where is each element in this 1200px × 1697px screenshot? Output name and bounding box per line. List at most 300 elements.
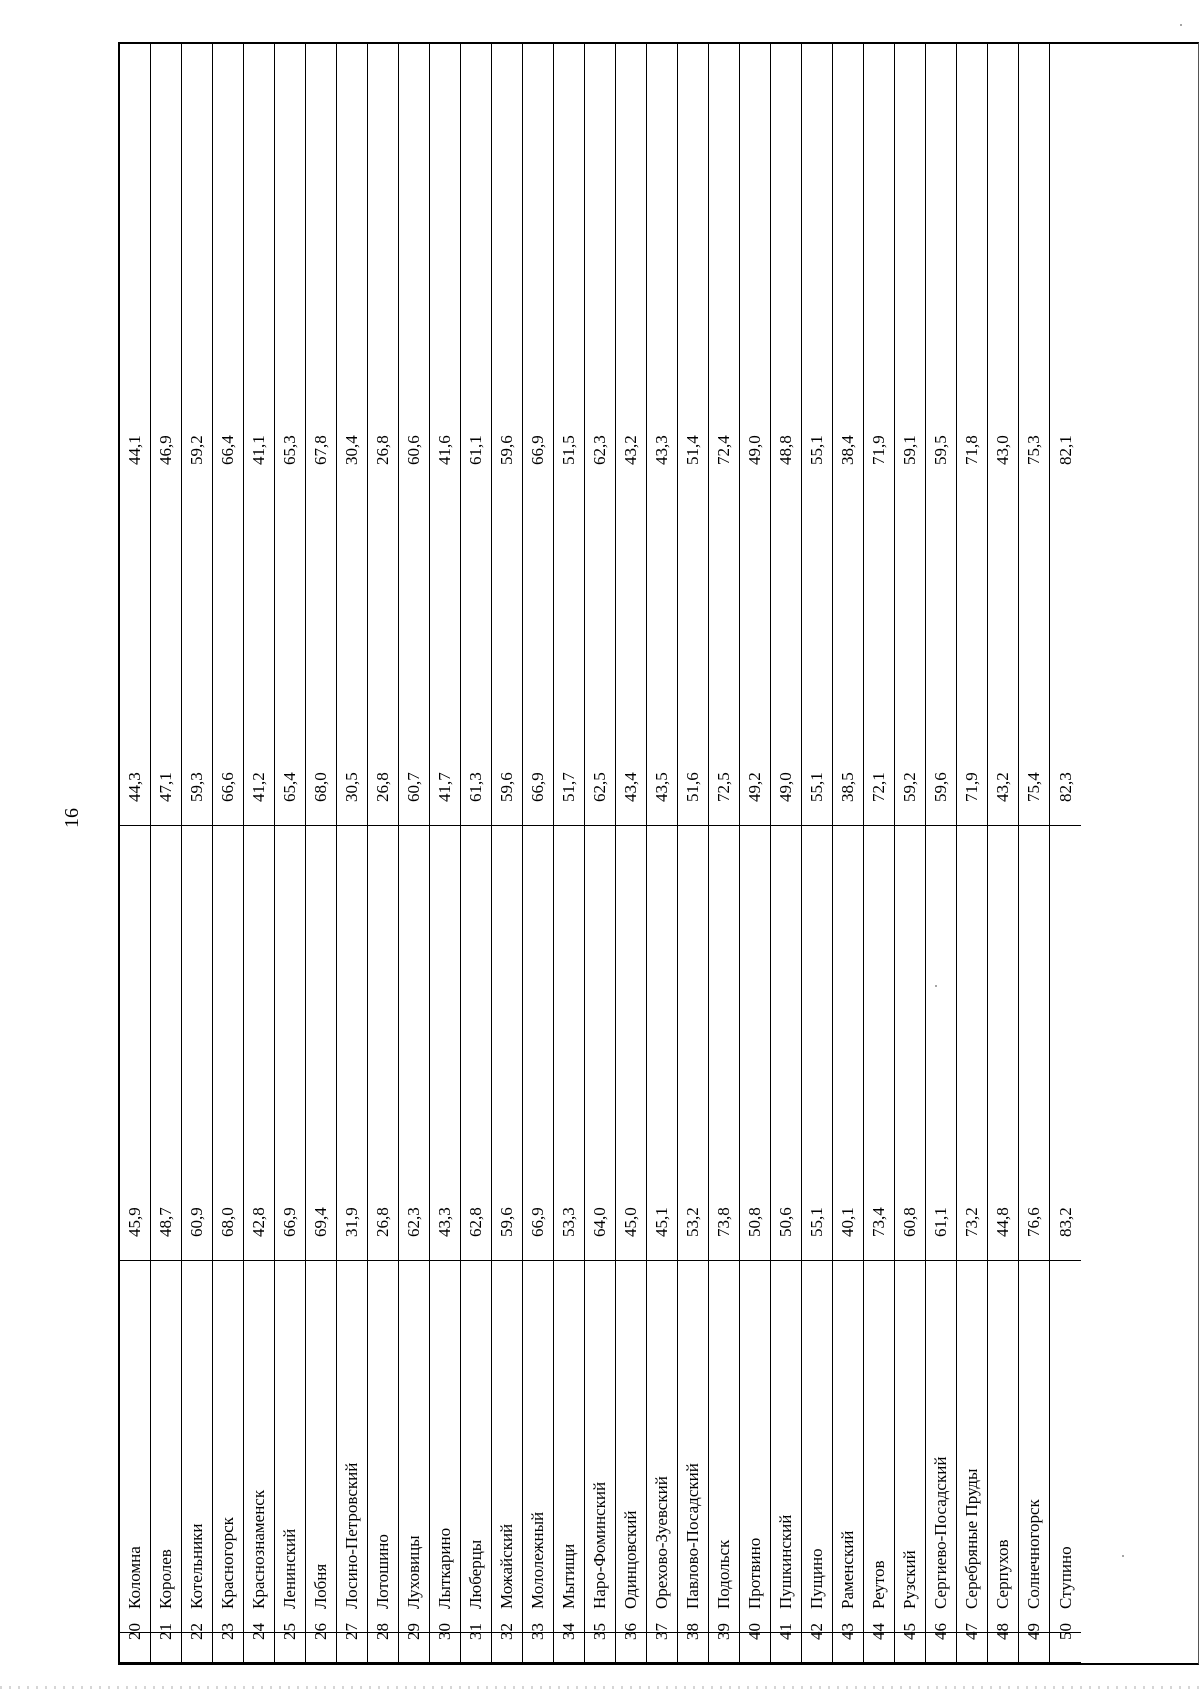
table-row	[399, 44, 430, 1663]
row-number-cell	[957, 1623, 987, 1663]
value-cell-2	[430, 488, 460, 826]
value-cell-3-text: 66,4	[218, 435, 237, 465]
value-cell-3-text: 59,6	[497, 435, 516, 465]
value-cell-2	[461, 488, 491, 826]
value-cell-3	[244, 42, 274, 488]
municipality-name-cell	[554, 1261, 584, 1633]
value-cell-2	[709, 488, 739, 826]
municipality-name-cell	[182, 1261, 212, 1633]
value-cell-3	[895, 42, 925, 488]
value-cell-1-text: 31,9	[342, 1207, 361, 1237]
municipality-name-cell	[492, 1261, 522, 1633]
row-number-cell	[523, 1623, 553, 1663]
municipality-name-cell	[709, 1261, 739, 1633]
table-row	[461, 44, 492, 1663]
municipality-name-cell	[306, 1261, 336, 1633]
value-cell-3	[1019, 42, 1049, 488]
row-number-cell-text: 25	[280, 1623, 299, 1640]
municipality-name-cell-text: Протвино	[745, 1537, 764, 1609]
value-cell-3-text: 43,0	[993, 435, 1012, 465]
municipality-name-cell	[1050, 1261, 1081, 1633]
value-cell-2	[802, 488, 832, 826]
value-cell-1-text: 62,3	[404, 1207, 423, 1237]
value-cell-2	[151, 488, 181, 826]
row-number-cell-text: 35	[590, 1623, 609, 1640]
value-cell-1-text: 48,7	[156, 1207, 175, 1237]
value-cell-2	[399, 488, 429, 826]
value-cell-3-text: 48,8	[776, 435, 795, 465]
row-number-cell	[151, 1623, 181, 1663]
value-cell-2-text: 66,6	[218, 772, 237, 802]
value-cell-2-text: 47,1	[156, 772, 175, 802]
value-cell-3	[430, 42, 460, 488]
row-number-cell	[771, 1623, 801, 1663]
table-row	[957, 44, 988, 1663]
row-number-cell-text: 28	[373, 1623, 392, 1640]
value-cell-1	[1050, 826, 1081, 1261]
row-number-cell-text: 21	[156, 1623, 175, 1640]
municipality-name-cell-text: Подольск	[714, 1539, 733, 1609]
municipality-name-cell-text: Мытищи	[559, 1543, 578, 1609]
value-cell-1-text: 62,8	[466, 1207, 485, 1237]
value-cell-3-text: 71,8	[962, 435, 981, 465]
row-number-cell-text: 44	[869, 1623, 888, 1640]
value-cell-3-text: 65,3	[280, 435, 299, 465]
scan-speck	[1122, 1555, 1124, 1557]
municipality-name-cell	[988, 1261, 1018, 1633]
value-cell-2	[554, 488, 584, 826]
value-cell-2	[740, 488, 770, 826]
value-cell-2-text: 61,3	[466, 772, 485, 802]
value-cell-3	[1050, 42, 1081, 488]
row-number-cell-text: 47	[962, 1623, 981, 1640]
table-row	[151, 44, 182, 1663]
row-number-cell-text: 45	[900, 1623, 919, 1640]
municipality-name-cell-text: Ленинский	[280, 1528, 299, 1609]
value-cell-1-text: 45,0	[621, 1207, 640, 1237]
table-row	[740, 44, 771, 1663]
value-cell-3	[275, 42, 305, 488]
value-cell-1-text: 40,1	[838, 1207, 857, 1237]
row-number-cell	[368, 1623, 398, 1663]
value-cell-2	[492, 488, 522, 826]
municipality-name-cell-text: Луховицы	[404, 1535, 423, 1609]
value-cell-2	[988, 488, 1018, 826]
row-number-cell-text: 20	[125, 1623, 144, 1640]
value-cell-2	[585, 488, 615, 826]
row-number-cell	[213, 1623, 243, 1663]
value-cell-1	[895, 826, 925, 1261]
municipality-name-cell	[120, 1261, 150, 1633]
value-cell-2-text: 60,7	[404, 772, 423, 802]
municipality-name-cell-text: Мололежный	[528, 1511, 547, 1609]
value-cell-2-text: 26,8	[373, 772, 392, 802]
value-cell-2-text: 43,5	[652, 772, 671, 802]
value-cell-3	[616, 42, 646, 488]
table-row	[771, 44, 802, 1663]
value-cell-2-text: 55,1	[807, 772, 826, 802]
value-cell-3-text: 51,5	[559, 435, 578, 465]
row-number-cell-text: 42	[807, 1623, 826, 1640]
municipality-name-cell	[430, 1261, 460, 1633]
value-cell-1	[337, 826, 367, 1261]
municipality-name-cell	[957, 1261, 987, 1633]
municipality-name-cell-text: Краснознаменск	[249, 1489, 268, 1609]
municipality-name-cell	[1019, 1261, 1049, 1633]
municipality-name-cell-text: Люберцы	[466, 1539, 485, 1609]
value-cell-3-text: 38,4	[838, 435, 857, 465]
value-cell-3-text: 59,2	[187, 435, 206, 465]
value-cell-1-text: 61,1	[931, 1207, 950, 1237]
value-cell-2-text: 59,2	[900, 772, 919, 802]
value-cell-3-text: 71,9	[869, 435, 888, 465]
municipality-name-cell	[244, 1261, 274, 1633]
value-cell-2-text: 59,6	[497, 772, 516, 802]
value-cell-3-text: 67,8	[311, 435, 330, 465]
value-cell-3-text: 59,5	[931, 435, 950, 465]
value-cell-3	[399, 42, 429, 488]
value-cell-3-text: 44,1	[125, 435, 144, 465]
value-cell-2	[895, 488, 925, 826]
value-cell-2-text: 44,3	[125, 772, 144, 802]
row-number-cell	[306, 1623, 336, 1663]
table-row	[213, 44, 244, 1663]
value-cell-1-text: 83,2	[1055, 1207, 1075, 1237]
value-cell-3-text: 41,6	[435, 435, 454, 465]
value-cell-3	[554, 42, 584, 488]
value-cell-3	[709, 42, 739, 488]
row-number-cell-text: 23	[218, 1623, 237, 1640]
municipality-name-cell-text: Лосино-Петровский	[342, 1462, 361, 1609]
municipality-name-cell	[399, 1261, 429, 1633]
value-cell-1	[616, 826, 646, 1261]
table-row	[864, 44, 895, 1663]
table-row	[988, 44, 1019, 1663]
value-cell-1	[244, 826, 274, 1261]
value-cell-3	[120, 42, 150, 488]
value-cell-1	[957, 826, 987, 1261]
value-cell-2-text: 68,0	[311, 772, 330, 802]
value-cell-3	[368, 42, 398, 488]
value-cell-3	[740, 42, 770, 488]
municipality-name-cell-text: Королев	[156, 1549, 175, 1609]
value-cell-1	[988, 826, 1018, 1261]
row-number-cell-text: 29	[404, 1623, 423, 1640]
municipality-name-cell-text: Ступино	[1055, 1546, 1075, 1609]
scan-speck	[1180, 24, 1182, 26]
value-cell-1-text: 45,1	[652, 1207, 671, 1237]
municipality-name-cell-text: Лыткарино	[435, 1527, 454, 1609]
row-number-cell	[864, 1623, 894, 1663]
table-row	[709, 44, 740, 1663]
table-row	[678, 44, 709, 1663]
value-cell-3-text: 62,3	[590, 435, 609, 465]
row-number-cell-text: 43	[838, 1623, 857, 1640]
value-cell-1	[926, 826, 956, 1261]
municipality-name-cell	[895, 1261, 925, 1633]
table-row	[306, 44, 337, 1663]
value-cell-1	[678, 826, 708, 1261]
row-number-cell-text: 27	[342, 1623, 361, 1640]
value-cell-1-text: 60,9	[187, 1207, 206, 1237]
value-cell-1-text: 64,0	[590, 1207, 609, 1237]
value-cell-3-text: 59,1	[900, 435, 919, 465]
municipality-name-cell-text: Одинцовский	[621, 1510, 640, 1609]
table-row	[523, 44, 554, 1663]
table-row	[554, 44, 585, 1663]
value-cell-1	[151, 826, 181, 1261]
value-cell-2-text: 51,7	[559, 772, 578, 802]
municipality-name-cell-text: Можайский	[497, 1523, 516, 1609]
value-cell-3	[523, 42, 553, 488]
value-cell-1	[492, 826, 522, 1261]
value-cell-1-text: 60,8	[900, 1207, 919, 1237]
value-cell-2	[957, 488, 987, 826]
value-cell-2	[306, 488, 336, 826]
page-number: 16	[61, 808, 83, 828]
municipality-name-cell	[802, 1261, 832, 1633]
row-number-cell-text: 38	[683, 1623, 702, 1640]
value-cell-2	[244, 488, 274, 826]
row-number-cell-text: 34	[559, 1623, 578, 1640]
value-cell-1-text: 73,2	[962, 1207, 981, 1237]
row-number-cell	[244, 1623, 274, 1663]
value-cell-2	[120, 488, 150, 826]
row-number-cell-text: 31	[466, 1623, 485, 1640]
value-cell-1	[523, 826, 553, 1261]
value-cell-2-text: 75,4	[1024, 772, 1043, 802]
value-cell-1-text: 59,6	[497, 1207, 516, 1237]
municipality-name-cell-text: Реутов	[869, 1560, 888, 1609]
table-row	[585, 44, 616, 1663]
value-cell-1	[802, 826, 832, 1261]
value-cell-1	[182, 826, 212, 1261]
value-cell-3	[988, 42, 1018, 488]
value-cell-3	[492, 42, 522, 488]
row-number-cell-text: 22	[187, 1623, 206, 1640]
value-cell-2-text: 43,4	[621, 772, 640, 802]
value-cell-3	[864, 42, 894, 488]
value-cell-1	[585, 826, 615, 1261]
row-number-cell-text: 33	[528, 1623, 547, 1640]
municipality-name-cell	[213, 1261, 243, 1633]
row-number-cell	[988, 1623, 1018, 1663]
municipality-name-cell-text: Наро-Фоминский	[590, 1481, 609, 1609]
row-number-cell-text: 30	[435, 1623, 454, 1640]
value-cell-1-text: 76,6	[1024, 1207, 1043, 1237]
value-cell-2	[213, 488, 243, 826]
value-cell-3	[585, 42, 615, 488]
table-row	[895, 44, 926, 1663]
table-row	[182, 44, 213, 1663]
value-cell-3-text: 55,1	[807, 435, 826, 465]
table-row	[1050, 44, 1081, 1663]
value-cell-3	[182, 42, 212, 488]
municipality-name-cell	[368, 1261, 398, 1633]
value-cell-2	[523, 488, 553, 826]
row-number-cell-text: 24	[249, 1623, 268, 1640]
value-cell-1	[461, 826, 491, 1261]
municipality-name-cell	[771, 1261, 801, 1633]
value-cell-2	[1050, 488, 1081, 826]
row-number-cell	[182, 1623, 212, 1663]
value-cell-2-text: 59,3	[187, 772, 206, 802]
value-cell-2-text: 59,6	[931, 772, 950, 802]
value-cell-3-text: 51,4	[683, 435, 702, 465]
value-cell-2	[337, 488, 367, 826]
value-cell-3	[802, 42, 832, 488]
value-cell-1	[306, 826, 336, 1261]
row-number-cell	[1050, 1623, 1081, 1663]
municipality-name-cell-text: Серпухов	[993, 1539, 1012, 1609]
municipality-name-cell-text: Красногорск	[218, 1517, 237, 1609]
municipality-name-cell	[833, 1261, 863, 1633]
value-cell-2-text: 49,2	[745, 772, 764, 802]
municipality-name-cell	[864, 1261, 894, 1633]
value-cell-1-text: 53,3	[559, 1207, 578, 1237]
value-cell-1	[554, 826, 584, 1261]
value-cell-3-text: 26,8	[373, 435, 392, 465]
value-cell-3	[678, 42, 708, 488]
row-number-cell-text: 50	[1055, 1623, 1075, 1640]
row-number-cell-text: 37	[652, 1623, 671, 1640]
value-cell-1-text: 26,8	[373, 1207, 392, 1237]
table-row	[616, 44, 647, 1663]
municipality-name-cell-text: Пущино	[807, 1548, 826, 1609]
value-cell-1	[213, 826, 243, 1261]
value-cell-1-text: 43,3	[435, 1207, 454, 1237]
row-number-cell	[430, 1623, 460, 1663]
municipality-name-cell	[523, 1261, 553, 1633]
value-cell-1-text: 42,8	[249, 1207, 268, 1237]
value-cell-3	[461, 42, 491, 488]
row-number-cell	[275, 1623, 305, 1663]
value-cell-1-text: 66,9	[280, 1207, 299, 1237]
value-cell-3	[151, 42, 181, 488]
value-cell-3-text: 60,6	[404, 435, 423, 465]
municipality-name-cell-text: Лобня	[311, 1563, 330, 1609]
row-number-cell	[616, 1623, 646, 1663]
value-cell-1	[864, 826, 894, 1261]
municipality-name-cell-text: Лотошино	[373, 1534, 392, 1609]
value-cell-1-text: 50,6	[776, 1207, 795, 1237]
value-cell-2-text: 41,7	[435, 772, 454, 802]
value-cell-2	[275, 488, 305, 826]
table-row	[802, 44, 833, 1663]
value-cell-3-text: 49,0	[745, 435, 764, 465]
value-cell-2	[1019, 488, 1049, 826]
value-cell-1-text: 44,8	[993, 1207, 1012, 1237]
value-cell-2-text: 66,9	[528, 772, 547, 802]
value-cell-2	[833, 488, 863, 826]
table-row	[926, 44, 957, 1663]
value-cell-2-text: 72,1	[869, 772, 888, 802]
value-cell-3-text: 43,3	[652, 435, 671, 465]
value-cell-2-text: 38,5	[838, 772, 857, 802]
table-row	[275, 44, 306, 1663]
row-number-cell	[120, 1623, 150, 1663]
row-number-cell-text: 41	[776, 1623, 795, 1640]
municipality-name-cell-text: Павлово-Посадский	[683, 1463, 702, 1609]
municipality-name-cell	[616, 1261, 646, 1633]
row-number-cell-text: 32	[497, 1623, 516, 1640]
table-row	[337, 44, 368, 1663]
scan-edge-noise	[0, 1686, 1200, 1689]
value-cell-2	[182, 488, 212, 826]
value-cell-3-text: 75,3	[1024, 435, 1043, 465]
value-cell-1-text: 66,9	[528, 1207, 547, 1237]
municipality-name-cell-text: Орехово-Зуевский	[652, 1476, 671, 1609]
value-cell-2-text: 65,4	[280, 772, 299, 802]
value-cell-1	[833, 826, 863, 1261]
municipality-name-cell-text: Коломна	[125, 1546, 144, 1609]
value-cell-1	[430, 826, 460, 1261]
municipality-name-cell	[585, 1261, 615, 1633]
value-cell-2-text: 72,5	[714, 772, 733, 802]
value-cell-3-text: 41,1	[249, 435, 268, 465]
value-cell-2	[926, 488, 956, 826]
value-cell-1	[647, 826, 677, 1261]
municipality-name-cell	[275, 1261, 305, 1633]
municipality-name-cell	[151, 1261, 181, 1633]
value-cell-3	[833, 42, 863, 488]
value-cell-3	[647, 42, 677, 488]
row-number-cell	[337, 1623, 367, 1663]
value-cell-3-text: 66,9	[528, 435, 547, 465]
value-cell-2-text: 43,2	[993, 772, 1012, 802]
municipality-name-cell	[647, 1261, 677, 1633]
value-cell-1-text: 68,0	[218, 1207, 237, 1237]
value-cell-3-text: 43,2	[621, 435, 640, 465]
value-cell-3-text: 82,1	[1055, 435, 1075, 465]
value-cell-1	[399, 826, 429, 1261]
table-row	[430, 44, 461, 1663]
municipality-name-cell	[740, 1261, 770, 1633]
value-cell-2-text: 82,3	[1055, 772, 1075, 802]
row-number-cell	[833, 1623, 863, 1663]
value-cell-2-text: 71,9	[962, 772, 981, 802]
row-number-cell	[647, 1623, 677, 1663]
value-cell-2	[771, 488, 801, 826]
row-number-cell	[585, 1623, 615, 1663]
row-number-cell	[1019, 1623, 1049, 1663]
row-number-cell	[740, 1623, 770, 1663]
municipality-name-cell-text: Котельники	[187, 1523, 206, 1609]
value-cell-3	[213, 42, 243, 488]
value-cell-3	[771, 42, 801, 488]
row-number-cell-text: 36	[621, 1623, 640, 1640]
value-cell-3-text: 61,1	[466, 435, 485, 465]
value-cell-1	[771, 826, 801, 1261]
value-cell-2-text: 51,6	[683, 772, 702, 802]
municipality-name-cell-text: Раменский	[838, 1530, 857, 1609]
table-row	[244, 44, 275, 1663]
municipality-name-cell	[926, 1261, 956, 1633]
row-number-cell	[554, 1623, 584, 1663]
row-number-cell-text: 40	[745, 1623, 764, 1640]
row-number-cell-text: 46	[931, 1623, 950, 1640]
value-cell-1-text: 73,8	[714, 1207, 733, 1237]
value-cell-2	[368, 488, 398, 826]
municipality-name-cell-text: Рузский	[900, 1550, 919, 1609]
value-cell-1-text: 50,8	[745, 1207, 764, 1237]
value-cell-1	[275, 826, 305, 1261]
municipality-name-cell-text: Пушкинский	[776, 1514, 795, 1609]
value-cell-1	[740, 826, 770, 1261]
row-number-cell	[492, 1623, 522, 1663]
value-cell-2-text: 30,5	[342, 772, 361, 802]
municipality-name-cell	[461, 1261, 491, 1633]
